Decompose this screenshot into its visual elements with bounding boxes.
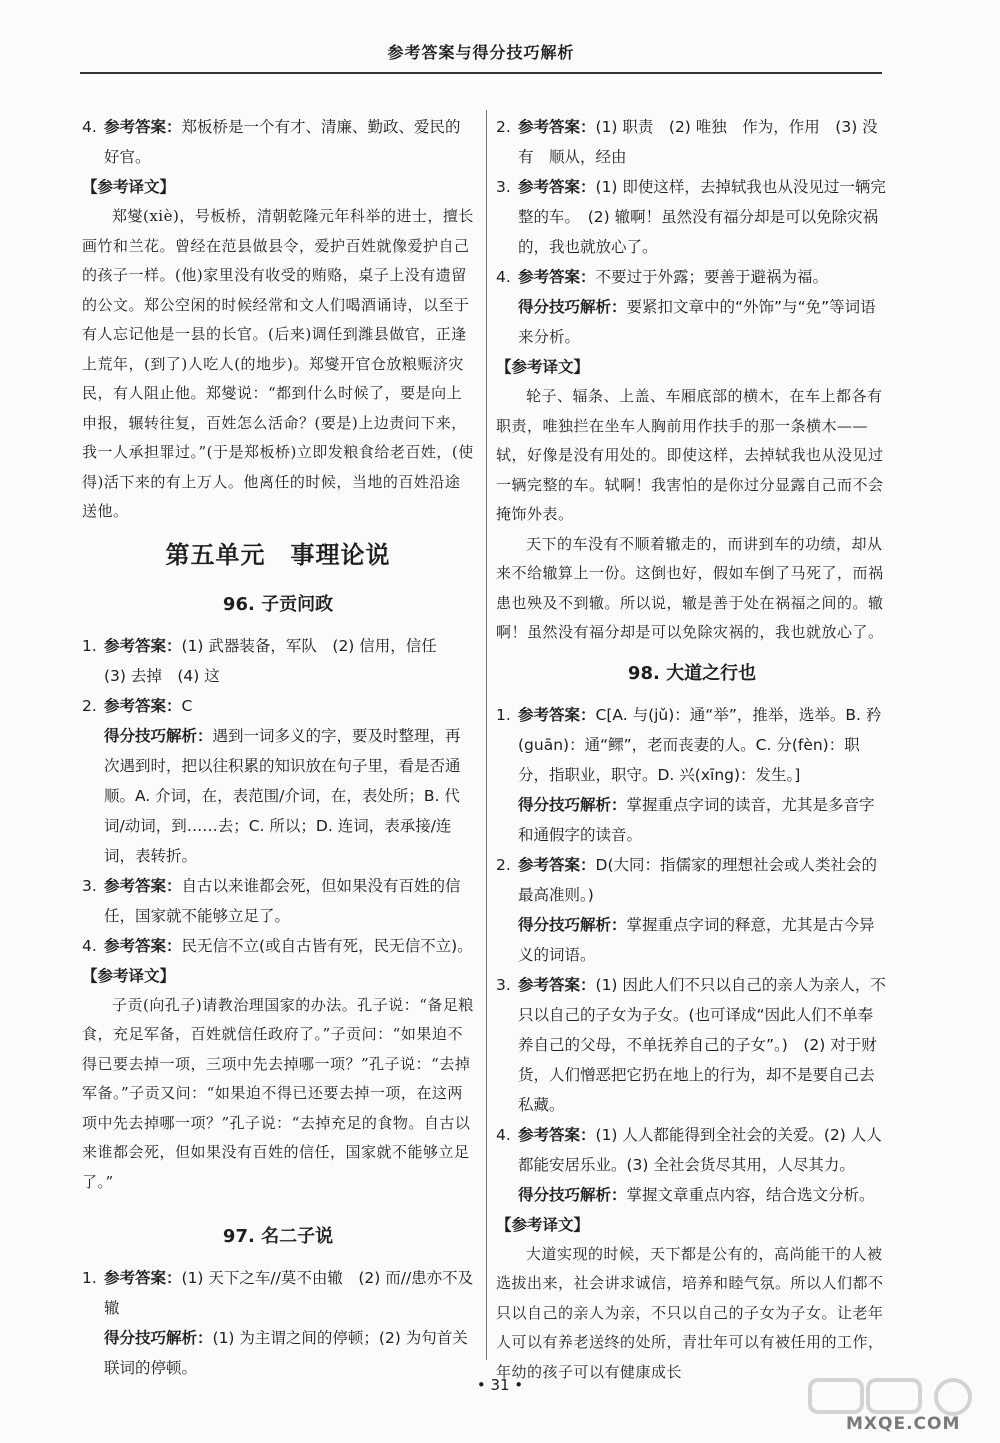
answer-item-4 bbox=[496, 1120, 888, 1180]
answer-text: 自古以来谁都会死，但如果没有百姓的信任，国家就不能够立足了。 bbox=[104, 876, 461, 925]
answer-text: (1) 人人都能得到全社会的关爱。(2) 人人都能安居乐业。(3) 全社会货尽其用，人尽其力。 bbox=[518, 1125, 882, 1174]
column-divider bbox=[486, 110, 487, 1360]
answer-text: 不要过于外露；要善于避祸为福。 bbox=[595, 268, 829, 286]
item-number: 4. bbox=[496, 268, 511, 286]
answer-item-4 bbox=[82, 931, 474, 961]
right-column bbox=[496, 112, 888, 1387]
answer-label: 参考答案： bbox=[104, 118, 182, 136]
item-number: 3. bbox=[496, 975, 511, 994]
item-number: 3. bbox=[496, 178, 511, 196]
answer-item-2 bbox=[496, 112, 888, 172]
answer-item-1 bbox=[82, 631, 474, 691]
answer-label: 参考答案： bbox=[518, 268, 596, 286]
skill-label: 得分技巧解析： bbox=[104, 1329, 213, 1347]
answer-text: (1) 天下之车//莫不由辙 (2) 而//患亦不及辙 bbox=[104, 1269, 474, 1317]
skill-label: 得分技巧解析： bbox=[518, 1185, 627, 1204]
left-column bbox=[82, 112, 474, 1383]
skill-label: 得分技巧解析： bbox=[518, 298, 627, 316]
skill-text: (1) 为主谓之间的停顿；(2) 为句首关联词的停顿。 bbox=[104, 1329, 468, 1377]
answer-text: (1) 武器装备，军队 (2) 信用，信任 (3) 去掉 (4) 这 bbox=[104, 636, 453, 685]
answer-text: 郑板桥是一个有才、清廉、勤政、爱民的好官。 bbox=[104, 118, 461, 166]
translation-paragraph: 子贡(向孔子)请教治理国家的办法。孔子说：“备足粮食，充足军备，百姓就信任政府了。”子贡问：“如果迫不得已要去掉一项，三项中先去掉哪一项？”孔子说：“去掉军备。”子贡又问：“如果迫不得已还要去掉一项，在这两项中先去掉哪一项？”孔子说：“去掉充足的食物。自古以来谁都会死，但如果没有百姓的信任，国家就不能够立足了。” bbox=[82, 995, 474, 1191]
answer-label: 参考答案： bbox=[104, 1269, 182, 1287]
section-title-98: 98. 大道之行也 bbox=[627, 662, 757, 684]
skill-text: 掌握重点字词的释意，尤其是古今异义的词语。 bbox=[518, 915, 875, 964]
item-number: 3. bbox=[82, 876, 97, 895]
skill-analysis bbox=[82, 721, 474, 871]
reference-translation-heading: 【参考译文】 bbox=[496, 358, 590, 376]
answer-label: 参考答案： bbox=[104, 936, 182, 955]
skill-analysis bbox=[496, 910, 888, 970]
watermark-text: MXQE.COM bbox=[846, 1414, 961, 1434]
answer-label: 参考答案： bbox=[518, 1125, 596, 1144]
skill-label: 得分技巧解析： bbox=[518, 915, 627, 934]
header-rule bbox=[80, 72, 882, 74]
reference-translation-heading: 【参考译文】 bbox=[82, 966, 176, 985]
reference-translation-heading: 【参考译文】 bbox=[496, 1215, 590, 1234]
answer-item-1 bbox=[82, 1263, 474, 1323]
answer-label: 参考答案： bbox=[104, 696, 182, 715]
translation-paragraph: 天下的车没有不顺着辙走的，而讲到车的功绩，却从来不给辙算上一份。这倒也好，假如车倒了马死了，而祸患也殃及不到辙。所以说，辙是善于处在祸福之间的。辙啊！虽然没有福分却是可以免除灾祸的，我也就放心了。 bbox=[496, 534, 884, 641]
skill-label: 得分技巧解析： bbox=[104, 726, 213, 745]
item-number: 1. bbox=[82, 636, 97, 655]
answer-item-4 bbox=[496, 262, 888, 292]
answer-label: 参考答案： bbox=[518, 705, 596, 724]
item-number: 4. bbox=[496, 1125, 511, 1144]
item-number: 2. bbox=[496, 855, 511, 874]
translation-paragraph: 郑燮(xiè)，号板桥，清朝乾隆元年科举的进士，擅长画竹和兰花。曾经在范县做县令，爱护百姓就像爱护自己的孩子一样。(他)家里没有收受的贿赂，桌子上没有遗留的公文。郑公空闲的时候经常和文人们喝酒诵诗，以至于有人忘记他是一县的长官。(后来)调任到潍县做官，正逢上荒年，(到了)人吃人(的地步)。郑燮开官仓放粮赈济灾民，有人阻止他。郑燮说：“都到什么时候了，要是向上申报，辗转往复，百姓怎么活命？(要是)上边责问下来，我一人承担罪过。”(于是郑板桥)立即发粮食给老百姓，(使得)活下来的有上万人。他离任的时候，当地的百姓沿途送他。 bbox=[82, 207, 474, 520]
item-number: 4. bbox=[82, 936, 97, 955]
answer-text: 民无信不立(或自古皆有死，民无信不立)。 bbox=[181, 936, 473, 955]
answer-item-3 bbox=[496, 970, 888, 1120]
skill-analysis bbox=[82, 1323, 474, 1383]
item-number: 1. bbox=[496, 705, 511, 724]
skill-analysis bbox=[496, 790, 888, 850]
skill-text: 遇到一词多义的字，要及时整理，再次遇到时，把以往积累的知识放在句子里，看是否通顺。A. 介词，在，表范围/介词，在，表处所；B. 代词/动词，到……去；C. 所以；D. 连词，表承接/连词，表转折。 bbox=[104, 726, 461, 865]
answer-text: (1) 职责 (2) 唯独 作为，作用 (3) 没有 顺从，经由 bbox=[518, 118, 878, 166]
item-number: 2. bbox=[496, 118, 511, 136]
item-number: 1. bbox=[82, 1269, 97, 1287]
page-header-title: 参考答案与得分技巧解析 bbox=[387, 43, 575, 62]
answer-label: 参考答案： bbox=[104, 636, 182, 655]
answer-text: (1) 因此人们不只以自己的亲人为亲人，不只以自己的子女为子女。(也可译成“因此人们不单奉养自己的父母，不单抚养自己的子女”。) (2) 对于财货，人们憎恶把它扔在地上的行为，却不是要自己去私藏。 bbox=[518, 975, 886, 1114]
section-title-96: 96. 子贡问政 bbox=[222, 593, 334, 615]
section-title-97: 97. 名二子说 bbox=[222, 1226, 334, 1247]
item-number: 4. bbox=[82, 118, 97, 136]
answer-item-2 bbox=[82, 691, 474, 721]
answer-label: 参考答案： bbox=[518, 855, 596, 874]
skill-text: 掌握文章重点内容，结合选文分析。 bbox=[626, 1185, 875, 1204]
unit-title: 第五单元 事理论说 bbox=[165, 540, 391, 569]
answer-label: 参考答案： bbox=[104, 876, 182, 895]
answer-item-3 bbox=[82, 871, 474, 931]
translation-paragraph: 轮子、辐条、上盖、车厢底部的横木，在车上都各有职责，唯独拦在坐车人胸前用作扶手的那一条横木——轼，好像是没有用处的。即使这样，去掉轼我也从没见过一辆完整的车。轼啊！我害怕的是你过分显露自己而不会掩饰外表。 bbox=[496, 387, 884, 523]
answer-item-4 bbox=[82, 112, 474, 172]
answer-item-1 bbox=[496, 700, 888, 790]
skill-analysis bbox=[496, 292, 888, 352]
answer-text: D(大同：指儒家的理想社会或人类社会的最高准则。) bbox=[518, 855, 877, 904]
translation-paragraph: 大道实现的时候，天下都是公有的，高尚能干的人被选拔出来，社会讲求诚信，培养和睦气氛。所以人们都不只以自己的亲人为亲，不只以自己的子女为子女。让老年人可以有养老送终的处所，青壮年可以有被任用的工作，年幼的孩子可以有健康成长 bbox=[496, 1244, 884, 1381]
answer-text: C[A. 与(jǔ)：通“举”，推举，选举。B. 矜(guān)：通“鳏”，老而丧妻的人。C. 分(fèn)：职分，指职业，职守。D. 兴(xīng)：发生。] bbox=[518, 705, 882, 784]
skill-text: 要紧扣文章中的“外饰”与“免”等词语来分析。 bbox=[518, 298, 876, 346]
answer-label: 参考答案： bbox=[518, 178, 596, 196]
reference-translation-heading: 【参考译文】 bbox=[82, 178, 176, 196]
answer-item-2 bbox=[496, 850, 888, 910]
answer-label: 参考答案： bbox=[518, 975, 596, 994]
skill-text: 掌握重点字词的读音，尤其是多音字和通假字的读音。 bbox=[518, 795, 875, 844]
skill-label: 得分技巧解析： bbox=[518, 795, 627, 814]
answer-text: (1) 即使这样，去掉轼我也从没见过一辆完整的车。 (2) 辙啊！虽然没有福分却是可以免除灾祸的，我也就放心了。 bbox=[518, 178, 886, 256]
page-number: • 31 • bbox=[476, 1376, 524, 1394]
skill-analysis bbox=[496, 1180, 888, 1210]
answer-text: C bbox=[181, 696, 193, 715]
answer-item-3 bbox=[496, 172, 888, 262]
answer-label: 参考答案： bbox=[518, 118, 596, 136]
item-number: 2. bbox=[82, 696, 97, 715]
